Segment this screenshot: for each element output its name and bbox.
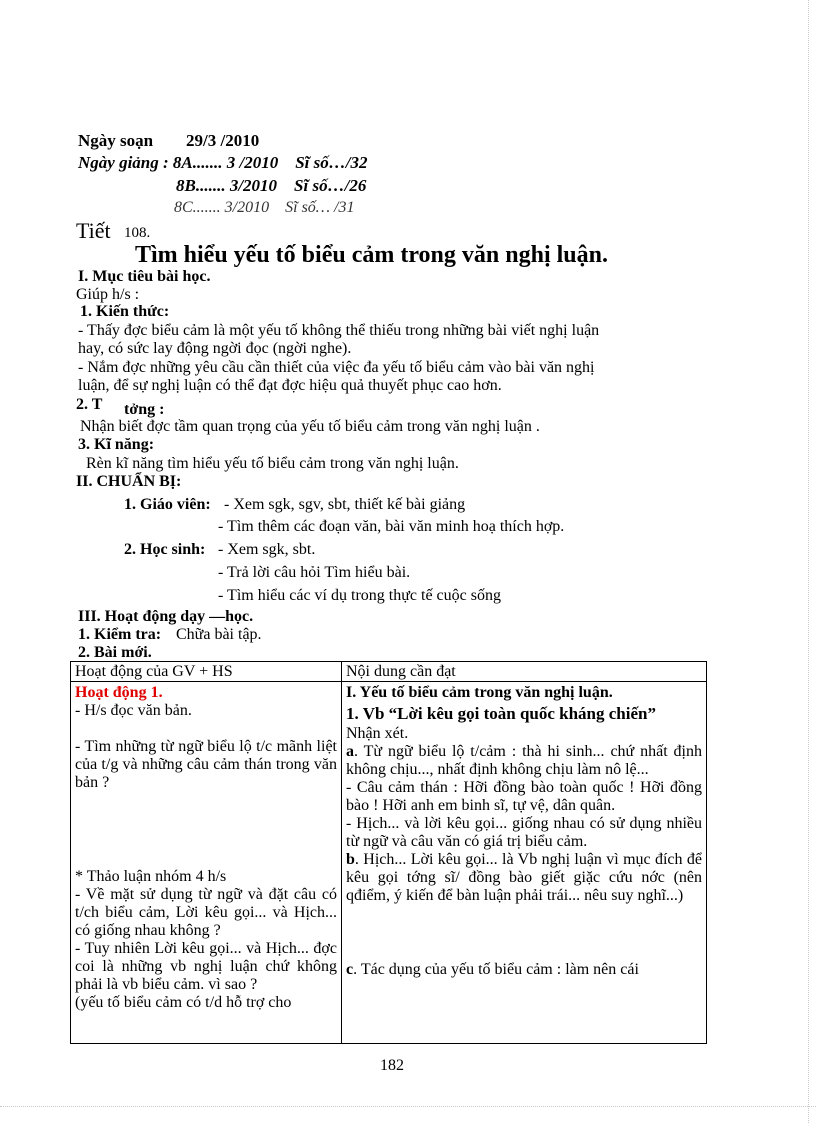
content-cau-cam-than: - Câu cảm thán : Hỡi đồng bào toàn quốc ! Hỡi đồng bào ! Hỡi anh em binh sĩ, tự vệ, dân quân. [346,779,702,814]
content-item-a-label: a [346,743,354,760]
giao-vien-item-1: - Xem sgk, sgv, sbt, thiết kế bài giảng [224,496,466,513]
kiem-tra-value: Chữa bài tập. [176,626,262,643]
hoc-sinh-label: 2. Học sinh: [124,541,206,558]
page-guide-bottom [0,1106,816,1107]
section3-heading: III. Hoạt động dạy —học. [78,608,254,625]
content-item-c [346,961,702,979]
kien-thuc-line-3: - Nắm đợc những yêu cầu cần thiết của việc đa yếu tố biểu cảm vào bài văn nghị [78,359,595,376]
tu-tuong-number: 2. T [76,396,103,413]
kien-thuc-line-4: luận, để sự nghị luận có thể đạt đợc hiệu quả thuyết phục cao hơn. [78,377,502,394]
kien-thuc-line-2: hay, có sức lay động ngời đọc (ngời nghe). [78,340,352,357]
giao-vien-label: 1. Giáo viên: [124,496,211,513]
content-vb-title: 1. Vb “Lời kêu gọi toàn quốc kháng chiến” [346,704,656,723]
giao-vien-item-2: - Tìm thêm các đoạn văn, bài văn minh hoạ thích hợp. [218,518,565,535]
content-hich: - Hịch... và lời kêu gọi... giống nhau có sử dụng nhiều từ ngữ và câu văn có giá trị biểu cảm. [346,815,702,850]
content-nhan-xet: Nhận xét. [346,725,409,742]
tiet-label: Tiết [76,218,111,243]
tu-tuong-word: tởng : [124,401,165,418]
content-heading: I. Yếu tố biểu cảm trong văn nghị luận. [346,684,613,701]
table-header-row [71,662,707,682]
content-item-b-label: b [346,851,355,868]
left-yeu-to-bieu-cam: (yếu tố biểu cảm có t/d hỗ trợ cho [75,994,292,1011]
section1-heading: I. Mục tiêu bài học. [78,268,211,285]
class-8b-line: 8B....... 3/2010 Sĩ số…/26 [176,176,367,195]
kiem-tra-label: 1. Kiểm tra: [78,626,162,643]
ngay-giang-line: Ngày giảng : 8A....... 3 /2010 Sĩ số…/32 [78,153,368,172]
bai-moi-heading: 2. Bài mới. [78,644,152,661]
ngay-soan-value: 29/3 /2010 [186,131,260,150]
content-item-b [346,851,702,905]
col1-header: Hoạt động của GV + HS [71,662,342,682]
teacher-student-activity-cell [71,682,342,1044]
page-guide-right [808,0,809,1123]
content-item-b-text: . Hịch... Lời kêu gọi... là Vb nghị luận vì mục đích để kêu gọi tớng sĩ/ đồng bào giết giặc cứu nớc (nên qđiểm, ý kiến để bàn luận phải trái... nêu suy nghĩ...) [346,851,702,904]
tiet-number: 108. [124,225,151,241]
page-title: Tìm hiểu yếu tố biểu cảm trong văn nghị luận. [135,242,608,268]
left-question-vi-sao: - Tuy nhiên Lời kêu gọi... và Hịch... đợc coi là những vb nghị luận chứ không phải là vb biểu cảm. vì sao ? [75,940,337,993]
content-item-a [346,743,702,779]
col2-header: Nội dung cần đạt [342,662,707,682]
ki-nang-line: Rèn kĩ năng tìm hiểu yếu tố biểu cảm trong văn nghị luận. [86,455,459,472]
hoc-sinh-item-2: - Trả lời câu hỏi Tìm hiểu bài. [218,564,411,581]
content-item-a-text: . Từ ngữ biểu lộ t/cảm : thà hi sinh... chứ nhất định không chịu..., nhất định không chịu làm nô lệ... [346,743,702,778]
table-row [71,682,707,1044]
section2-heading: II. CHUẨN BỊ: [76,473,182,490]
section1-intro: Giúp h/s : [76,286,140,303]
content-cell [342,682,707,1044]
lesson-activity-table [70,661,707,1044]
class-8c-line: 8C....... 3/2010 Sĩ số… /31 [174,199,355,216]
ngay-soan-label: Ngày soạn [78,131,154,150]
left-thao-luan: * Thảo luận nhóm 4 h/s [75,868,227,885]
kien-thuc-heading: 1. Kiến thức: [80,303,170,320]
kien-thuc-line-1: - Thấy đợc biểu cảm là một yếu tố không thể thiếu trong những bài viết nghị luận [78,322,600,339]
page-number: 182 [380,1057,404,1074]
content-item-c-label: c [346,961,354,978]
hoat-dong-1: Hoạt động 1. [75,684,163,701]
content-item-c-text: . Tác dụng của yếu tố biểu cảm : làm nên cái [353,961,639,978]
left-question-giong-nhau: - Về mặt sử dụng từ ngữ và đặt câu có t/ch biểu cảm, Lời kêu gọi... và Hịch... có giống nhau không ? [75,886,337,939]
tu-tuong-line: Nhận biết đợc tầm quan trọng của yếu tố biểu cảm trong văn nghị luận . [80,418,540,435]
hoc-sinh-item-3: - Tìm hiểu các ví dụ trong thực tế cuộc sống [218,587,501,604]
hoc-sinh-item-1: - Xem sgk, sbt. [218,541,316,558]
ki-nang-heading: 3. Kĩ năng: [78,436,155,453]
left-question-tu-ngu: - Tìm những từ ngữ biểu lộ t/c mãnh liệt của t/g và những câu cảm thán trong văn bản ? [75,738,337,791]
left-line-doc-van-ban: - H/s đọc văn bản. [75,702,192,719]
